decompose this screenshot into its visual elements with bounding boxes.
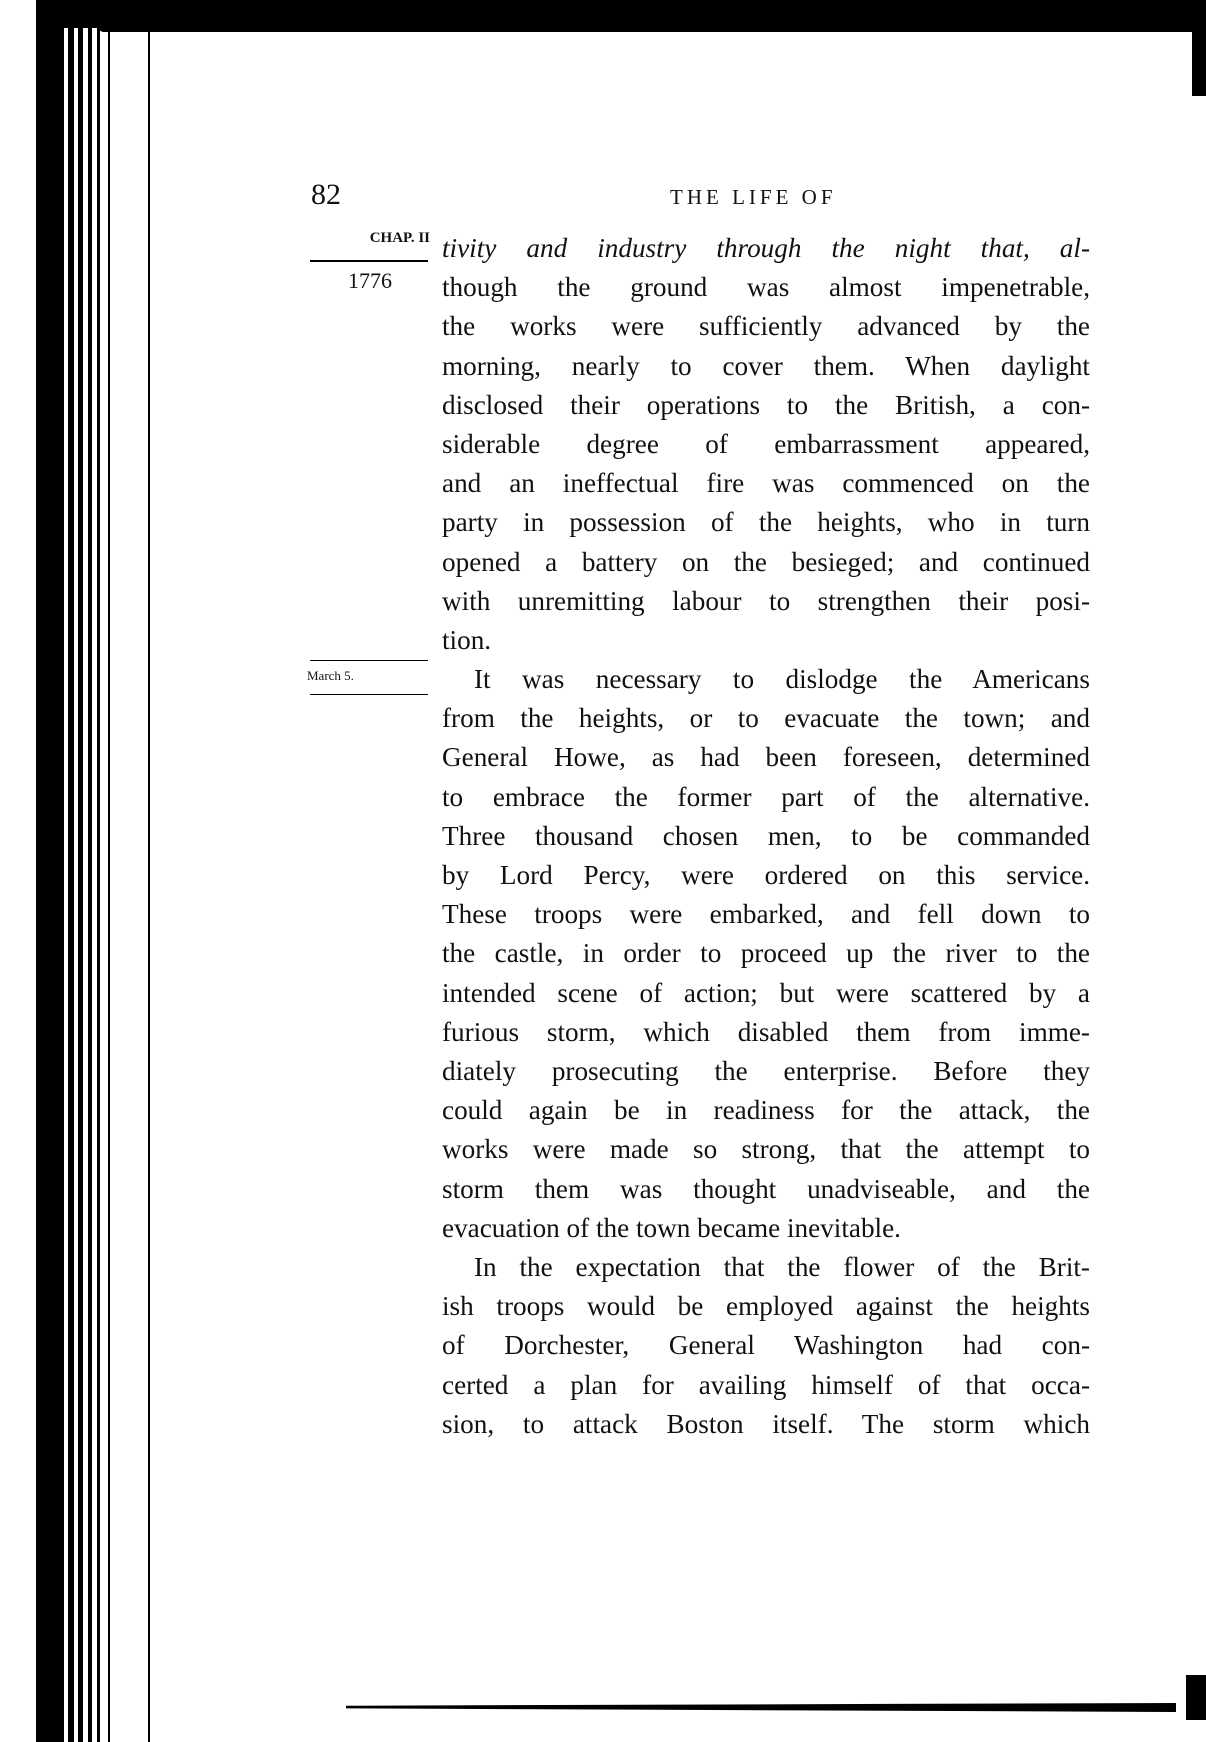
paragraph-3 <box>442 1248 1090 1444</box>
text-line: ish troops would be employed against the heights <box>442 1291 1090 1322</box>
text-line: could again be in readiness for the attack, the <box>442 1095 1090 1126</box>
margin-rule <box>310 260 428 262</box>
running-head: THE LIFE OF <box>670 185 837 209</box>
text-line: morning, nearly to cover them. When daylight <box>442 350 1090 381</box>
scan-top-border-inner <box>98 26 1206 32</box>
margin-chapter: CHAP. II <box>369 230 430 246</box>
book-edge <box>97 0 100 1742</box>
text-line: by Lord Percy, were ordered on this service. <box>442 860 1090 891</box>
text-line: works were made so strong, that the attempt to <box>442 1134 1090 1165</box>
scan-right-corner <box>1192 0 1206 96</box>
book-edge <box>148 32 150 1742</box>
text-line: storm them was thought unadviseable, and the <box>442 1173 1090 1204</box>
text-line: intended scene of action; but were scattered by a <box>442 977 1090 1008</box>
margin-rule <box>310 694 428 695</box>
text-line: These troops were embarked, and fell down to <box>442 899 1090 930</box>
text-line: certed a plan for availing himself of that occa- <box>442 1369 1090 1400</box>
text-line: sion, to attack Boston itself. The storm which <box>442 1408 1090 1439</box>
text-line: siderable degree of embarrassment appeared, <box>442 429 1090 460</box>
text-line: and an ineffectual fire was commenced on the <box>442 468 1090 499</box>
text-line: It was necessary to dislodge the Americans <box>474 664 1090 694</box>
text-line: evacuation of the town became inevitable. <box>442 1212 901 1243</box>
text-line: tion. <box>442 625 492 656</box>
book-edge <box>108 0 110 1742</box>
text-line: opened a battery on the besieged; and continued <box>442 546 1090 577</box>
book-edge <box>78 0 83 1742</box>
text-line: with unremitting labour to strengthen their posi- <box>442 585 1090 616</box>
book-edge <box>36 0 64 1742</box>
text-line: of Dorchester, General Washington had con- <box>442 1330 1090 1361</box>
scan-top-border <box>36 0 1206 28</box>
text-line: tivity and industry through the night that, al- <box>442 233 1090 263</box>
paragraph-2 <box>442 660 1090 1248</box>
text-line: the castle, in order to proceed up the river to the <box>442 938 1090 969</box>
text-line: diately prosecuting the enterprise. Before they <box>442 1056 1090 1087</box>
margin-year: 1776 <box>348 268 392 293</box>
book-edge <box>68 0 74 1742</box>
text-line: party in possession of the heights, who in turn <box>442 507 1090 538</box>
text-line: though the ground was almost impenetrable, <box>442 272 1090 303</box>
text-line: furious storm, which disabled them from imme- <box>442 1016 1090 1047</box>
scan-bottom-corner <box>1186 1675 1206 1720</box>
margin-date: March 5. <box>307 668 354 683</box>
text-line: to embrace the former part of the alternative. <box>442 781 1090 812</box>
text-line: disclosed their operations to the British, a con- <box>442 389 1090 420</box>
margin-rule <box>310 660 428 661</box>
book-edge <box>88 0 92 1742</box>
text-line: the works were sufficiently advanced by the <box>442 311 1090 342</box>
scan-bottom-border <box>346 1703 1176 1712</box>
page-number: 82 <box>311 178 341 211</box>
text-line: Three thousand chosen men, to be commanded <box>442 820 1090 851</box>
text-line: General Howe, as had been foreseen, determined <box>442 742 1090 773</box>
paragraph-1 <box>442 229 1090 660</box>
text-line: from the heights, or to evacuate the town; and <box>442 703 1090 734</box>
text-line: In the expectation that the flower of the Brit- <box>474 1252 1090 1282</box>
